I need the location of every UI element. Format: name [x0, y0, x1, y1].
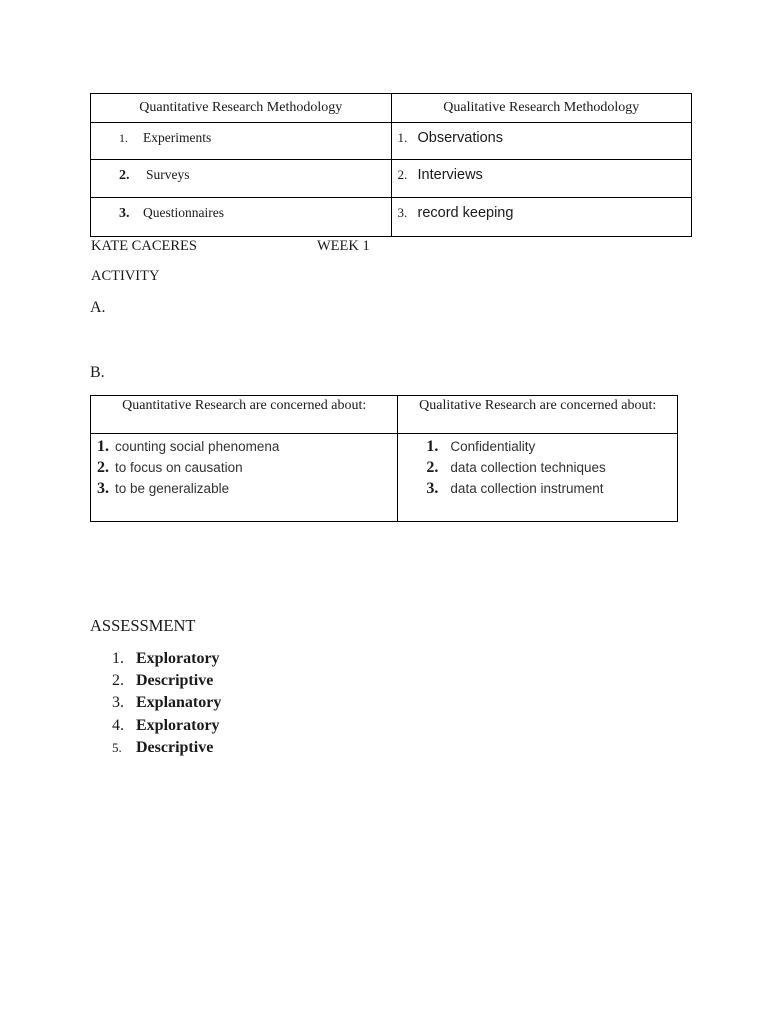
item-text: Descriptive	[136, 739, 214, 756]
item-number: 3.	[397, 205, 408, 220]
section-a-label: A.	[90, 299, 106, 316]
table-cell	[91, 123, 392, 160]
item-text: to be generalizable	[115, 481, 230, 496]
item-text: Confidentiality	[450, 439, 536, 454]
list-item	[97, 459, 397, 480]
table-cell	[91, 198, 392, 237]
item-number: 3.	[426, 480, 439, 497]
list-item	[112, 694, 221, 712]
section-b-label: B.	[90, 364, 105, 381]
item-text: data collection techniques	[450, 460, 606, 475]
item-text: Observations	[417, 130, 503, 146]
assessment-title: ASSESSMENT	[90, 616, 196, 635]
item-text: Interviews	[417, 167, 483, 183]
list-item	[112, 672, 213, 690]
item-number: 1.	[426, 438, 439, 455]
list-item	[112, 650, 220, 668]
item-number: 3.	[119, 206, 130, 221]
table-header: Quantitative Research are concerned about:	[91, 396, 398, 434]
methodology-table	[90, 93, 692, 237]
item-text: Exploratory	[136, 650, 220, 667]
list-item	[426, 480, 677, 501]
table-row	[91, 160, 692, 198]
activity-label: ACTIVITY	[91, 268, 160, 284]
table-cell	[391, 123, 691, 160]
table-row	[91, 123, 692, 160]
item-number: 4.	[112, 717, 124, 734]
item-text: Descriptive	[136, 672, 214, 689]
item-text: Exploratory	[136, 717, 220, 734]
item-number: 2.	[112, 672, 124, 689]
item-number: 2.	[119, 168, 130, 183]
item-number: 5.	[112, 740, 122, 755]
table-header: Qualitative Research are concerned about:	[398, 396, 678, 434]
item-number: 1.	[97, 438, 109, 455]
item-text: Explanatory	[136, 694, 222, 711]
item-number: 1.	[397, 130, 408, 145]
item-text: record keeping	[417, 205, 514, 221]
table-cell	[398, 434, 678, 522]
table-row	[91, 198, 692, 237]
item-number: 2.	[426, 459, 439, 476]
list-item	[112, 717, 220, 735]
item-text: Surveys	[146, 167, 190, 182]
table-cell	[91, 160, 392, 198]
table-cell	[391, 160, 691, 198]
item-text: data collection instrument	[450, 481, 604, 496]
student-name: KATE CACERES	[91, 238, 197, 254]
table-header: Quantitative Research Methodology	[91, 94, 392, 123]
list-item	[97, 480, 397, 501]
table-header: Qualitative Research Methodology	[391, 94, 691, 123]
list-item	[426, 438, 677, 459]
table-cell	[91, 434, 398, 522]
table-cell	[391, 198, 691, 237]
item-number: 1.	[112, 650, 124, 667]
item-number: 2.	[97, 459, 109, 476]
item-text: Questionnaires	[143, 205, 224, 220]
week-label: WEEK 1	[317, 238, 370, 254]
item-text: counting social phenomena	[115, 439, 280, 454]
item-number: 3.	[112, 694, 124, 711]
item-text: to focus on causation	[115, 460, 243, 475]
item-number: 2.	[397, 167, 408, 182]
list-item	[97, 438, 397, 459]
list-item	[426, 459, 677, 480]
list-item	[112, 739, 213, 757]
table-row	[91, 434, 678, 522]
item-number: 3.	[97, 480, 109, 497]
item-text: Experiments	[143, 130, 212, 145]
item-number: 1.	[119, 131, 128, 145]
concerns-table	[90, 395, 678, 522]
